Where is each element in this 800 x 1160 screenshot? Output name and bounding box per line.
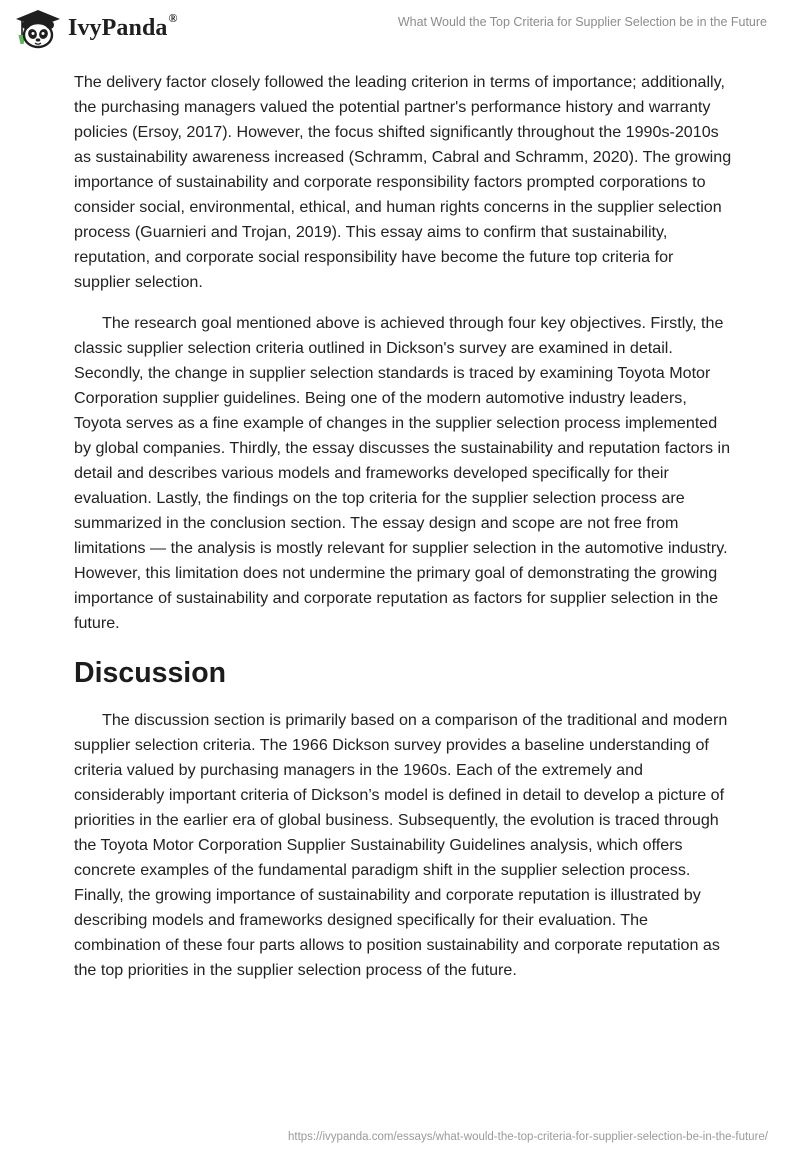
brand-name: IvyPanda® bbox=[68, 10, 178, 41]
discussion-paragraph: The discussion section is primarily based on a comparison of the traditional and modern supplier selection criteria. The 1966 Dickson survey provides a baseline understanding of criteria valued by purchasing managers in the 1960s. Each of the extremely and considerably important criteria of Dickson’s model is defined in detail to develop a picture of priorities in the earlier era of global business. Subsequently, the evolution is traced through the Toyota Motor Corporation Supplier Sustainability Guidelines analysis, which offers concrete examples of the fundamental paradigm shift in the supplier selection process. Finally, the growing importance of sustainability and corporate reputation is illustrated by describing models and frameworks designed specifically for their evaluation. The combination of these four parts allows to position sustainability and corporate reputation as the top priorities in the supplier selection process of the future. bbox=[74, 711, 728, 979]
source-url[interactable]: https://ivypanda.com/essays/what-would-the-top-criteria-for-supplier-selection-be-in-the-future/ bbox=[287, 1131, 768, 1143]
discussion-heading: Discussion bbox=[74, 657, 227, 689]
registered-mark: ® bbox=[168, 10, 178, 25]
ivypanda-logo[interactable] bbox=[13, 8, 178, 50]
body-paragraph-1: The delivery factor closely followed the leading criterion in terms of importance; additionally, the purchasing managers valued the potential partner's performance history and warranty policies (Ersoy, 2017). However, the focus shifted significantly throughout the 1990s-2010s as sustainability awareness increased (Schramm, Cabral and Schramm, 2020). The growing importance of sustainability and corporate responsibility factors prompted corporations to consider social, environmental, ethical, and human rights concerns in the supplier selection process (Guarnieri and Trojan, 2019). This essay aims to confirm that sustainability, reputation, and corporate social responsibility have become the future top criteria for supplier selection. bbox=[74, 73, 732, 291]
essay-content bbox=[74, 70, 734, 983]
running-title: What Would the Top Criteria for Supplier Selection be in the Future bbox=[397, 15, 767, 29]
body-paragraph-2: The research goal mentioned above is achieved through four key objectives. Firstly, the classic supplier selection criteria outlined in Dickson's survey are examined in detail. Secondly, the change in supplier selection standards is traced by examining Toyota Motor Corporation supplier guidelines. Being one of the modern automotive industry leaders, Toyota serves as a fine example of changes in the supplier selection process implemented by global companies. Thirdly, the essay discusses the sustainability and reputation factors in detail and describes various models and frameworks developed specifically for their evaluation. Lastly, the findings on the top criteria for the supplier selection process are summarized in the conclusion section. The essay design and scope are not free from limitations — the analysis is mostly relevant for supplier selection in the automotive industry. However, this limitation does not undermine the primary goal of demonstrating the growing importance of sustainability and corporate reputation as factors for supplier selection in the future. bbox=[74, 314, 731, 632]
page-header bbox=[0, 0, 800, 66]
panda-graduate-icon bbox=[13, 8, 63, 50]
